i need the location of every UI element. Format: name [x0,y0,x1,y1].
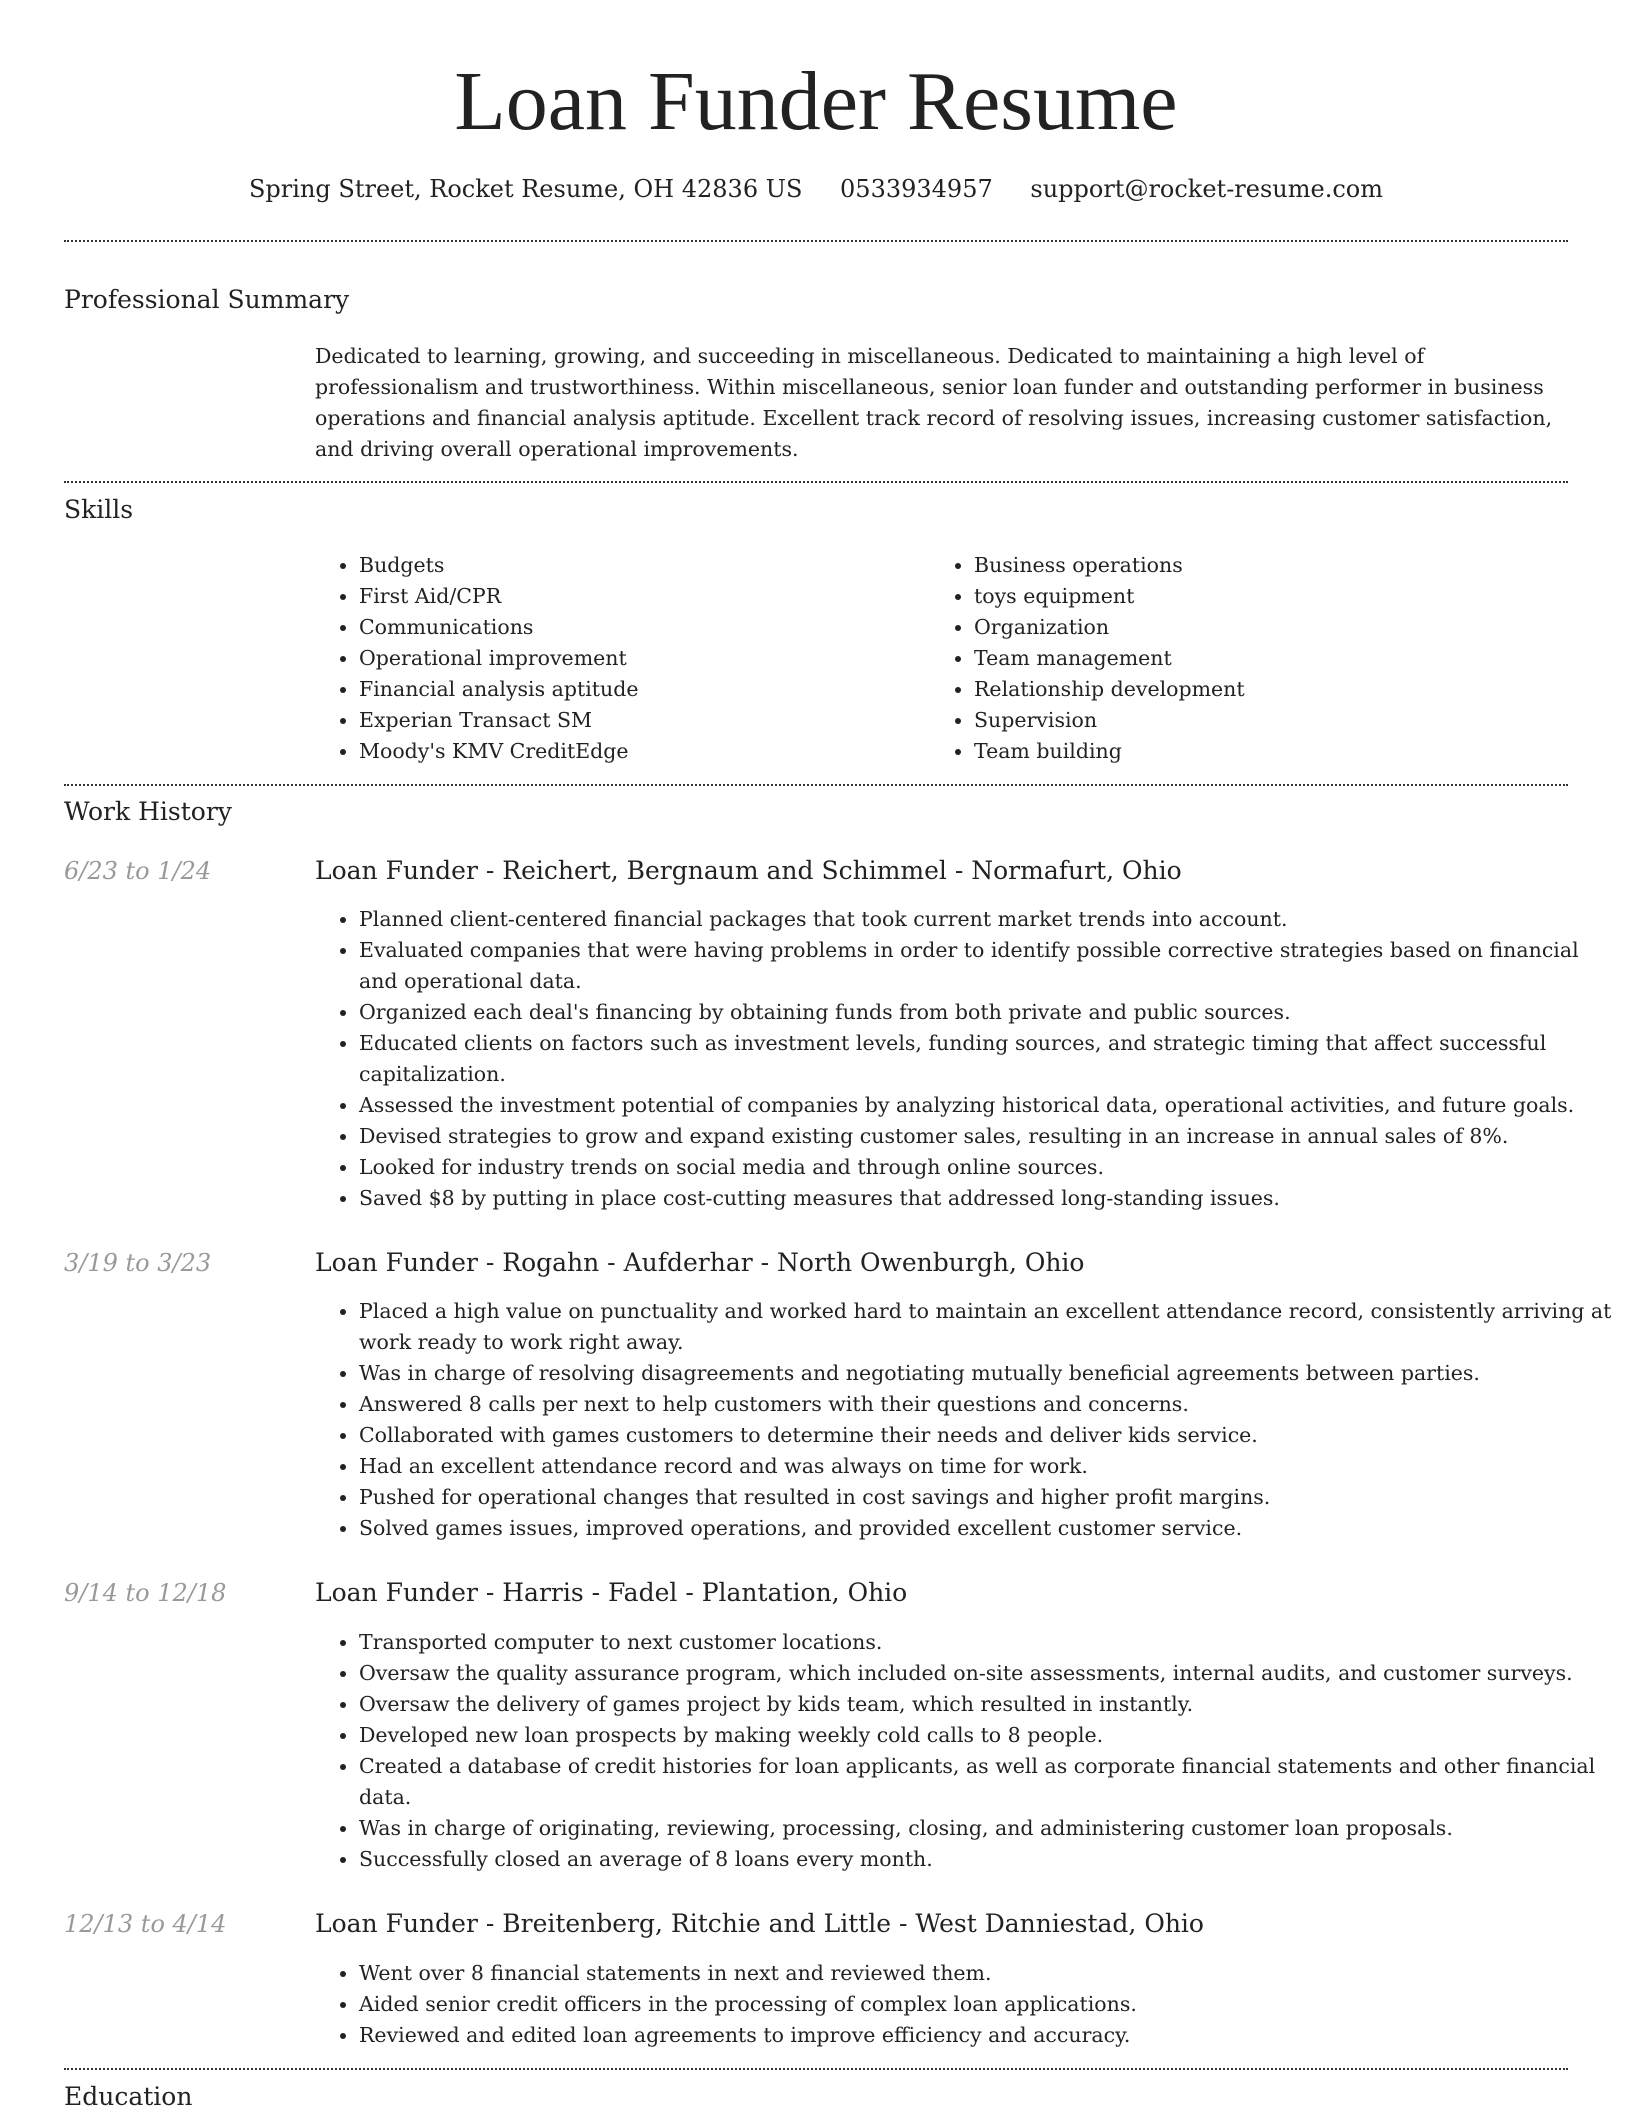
job-duty: • Saved $8 by putting in place cost-cutting measures that addressed long-standing issues. [359,1183,1614,1214]
job-duties-list [315,1627,1614,1875]
job-duty: • Evaluated companies that were having problems in order to identify possible corrective strategies based on financial and operational data. [359,935,1614,997]
contact-address: Spring Street, Rocket Resume, OH 42836 US [248,175,803,203]
job-duty: • Oversaw the delivery of games project by kids team, which resulted in instantly. [359,1689,1614,1720]
job-title: Loan Funder - Rogahn - Aufderhar - North Owenburgh, Ohio [315,1248,1085,1277]
skill-item: • Business operations [974,550,1534,581]
job-duty: • Organized each deal's financing by obtaining funds from both private and public sources. [359,997,1614,1028]
skill-item: • First Aid/CPR [359,581,919,612]
contact-email: support@rocket-resume.com [1030,175,1383,203]
contact-line [0,172,1632,206]
divider [64,240,1568,242]
skill-item: • Moody's KMV CreditEdge [359,736,919,767]
job-duty: • Was in charge of resolving disagreements and negotiating mutually beneficial agreements between parties. [359,1358,1614,1389]
divider [64,481,1568,483]
contact-phone: 0533934957 [840,175,993,203]
job-duties-list [315,904,1614,1214]
job-duties-list [315,1958,1614,2051]
job-duty: • Solved games issues, improved operations, and provided excellent customer service. [359,1513,1614,1544]
job-duty: • Collaborated with games customers to determine their needs and deliver kids service. [359,1420,1614,1451]
job-duty: • Answered 8 calls per next to help customers with their questions and concerns. [359,1389,1614,1420]
job-duties-list [315,1296,1614,1544]
skill-item: • Financial analysis aptitude [359,674,919,705]
job-duty: • Assessed the investment potential of companies by analyzing historical data, operational activities, and future goals. [359,1090,1614,1121]
job-duty: • Educated clients on factors such as investment levels, funding sources, and strategic timing that affect successful capitalization. [359,1028,1614,1090]
skill-item: • Team management [974,643,1534,674]
skill-item: • Relationship development [974,674,1534,705]
skills-list-left [315,550,919,767]
job-duty: • Created a database of credit histories for loan applicants, as well as corporate financial statements and other financial data. [359,1751,1614,1813]
job-duty: • Oversaw the quality assurance program, which included on-site assessments, internal audits, and customer surveys. [359,1658,1614,1689]
summary-heading: Professional Summary [64,285,350,314]
job-duty: • Aided senior credit officers in the processing of complex loan applications. [359,1989,1614,2020]
job-duty: • Reviewed and edited loan agreements to improve efficiency and accuracy. [359,2020,1614,2051]
job-dates: 9/14 to 12/18 [64,1579,227,1607]
resume-title: Loan Funder Resume [454,55,1178,148]
job-duty: • Had an excellent attendance record and was always on time for work. [359,1451,1614,1482]
skill-item: • Organization [974,612,1534,643]
skill-item: • Supervision [974,705,1534,736]
job-title: Loan Funder - Harris - Fadel - Plantation, Ohio [315,1578,908,1607]
job-duty: • Was in charge of originating, reviewing, processing, closing, and administering customer loan proposals. [359,1813,1614,1844]
job-dates: 3/19 to 3/23 [64,1249,212,1277]
skill-item: • Budgets [359,550,919,581]
job-duty: • Planned client-centered financial packages that took current market trends into account. [359,904,1614,935]
job-duty: • Looked for industry trends on social media and through online sources. [359,1152,1614,1183]
summary-text: Dedicated to learning, growing, and succeeding in miscellaneous. Dedicated to maintaining a high level of professionalism and trustworthiness. Within miscellaneous, senior loan funder and outstanding performer in business operations and financial analysis aptitude. Excellent track record of resolving issues, increasing customer satisfaction, and driving overall operational improvements. [315,344,1553,461]
job-duty: • Successfully closed an average of 8 loans every month. [359,1844,1614,1875]
job-duty: • Pushed for operational changes that resulted in cost savings and higher profit margins. [359,1482,1614,1513]
job-duty: • Developed new loan prospects by making weekly cold calls to 8 people. [359,1720,1614,1751]
skill-item: • Experian Transact SM [359,705,919,736]
skills-list-right [930,550,1534,767]
education-heading: Education [64,2082,193,2111]
divider [64,784,1568,786]
job-title: Loan Funder - Breitenberg, Ritchie and Little - West Danniestad, Ohio [315,1909,1204,1938]
skill-item: • Team building [974,736,1534,767]
job-duty: • Placed a high value on punctuality and worked hard to maintain an excellent attendance record, consistently arriving at work ready to work right away. [359,1296,1614,1358]
job-dates: 12/13 to 4/14 [64,1910,227,1938]
divider [64,2068,1568,2070]
job-title: Loan Funder - Reichert, Bergnaum and Schimmel - Normafurt, Ohio [315,856,1182,885]
job-duty: • Transported computer to next customer locations. [359,1627,1614,1658]
skill-item: • toys equipment [974,581,1534,612]
skill-item: • Communications [359,612,919,643]
job-duty: • Devised strategies to grow and expand existing customer sales, resulting in an increase in annual sales of 8%. [359,1121,1614,1152]
work-history-heading: Work History [64,797,232,826]
skills-heading: Skills [64,495,134,524]
skill-item: • Operational improvement [359,643,919,674]
job-duty: • Went over 8 financial statements in next and reviewed them. [359,1958,1614,1989]
job-dates: 6/23 to 1/24 [64,857,212,885]
